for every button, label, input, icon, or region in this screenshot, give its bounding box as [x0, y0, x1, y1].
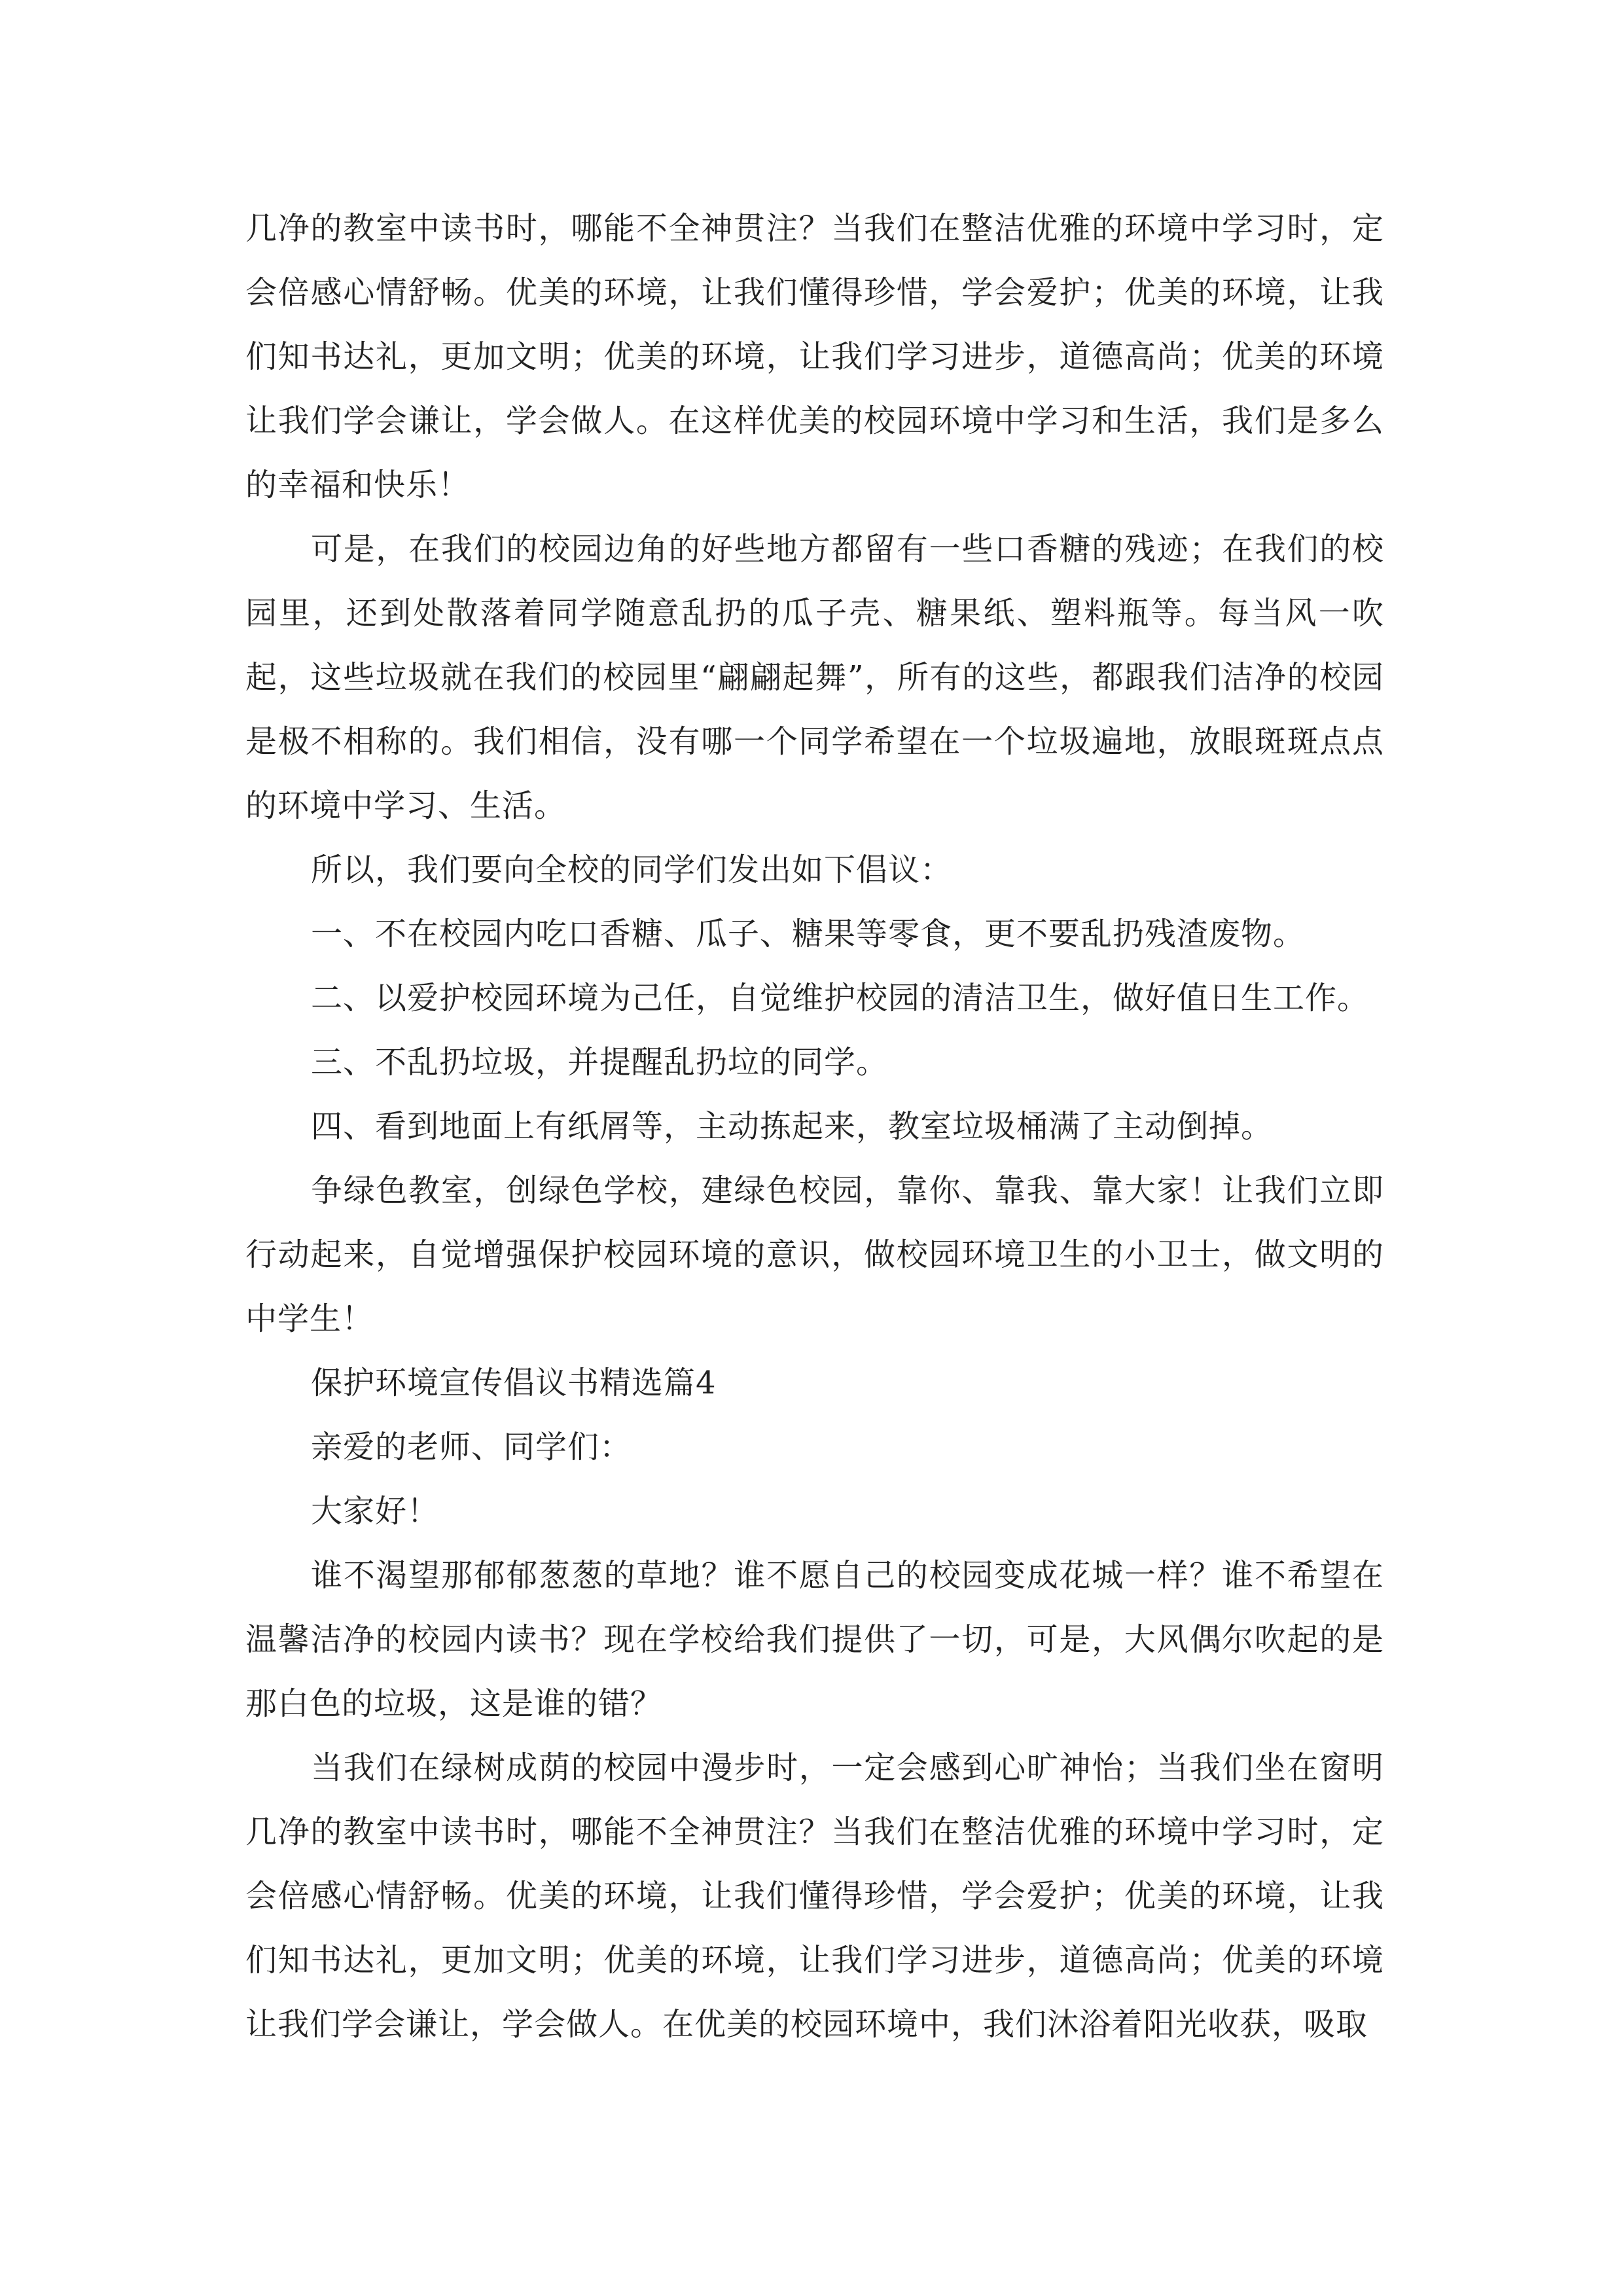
proposal-item-3: 三、不乱扔垃圾，并提醒乱扔垃的同学。 — [311, 1044, 889, 1081]
greeting: 大家好！ — [311, 1493, 440, 1530]
proposal-item-1: 一、不在校园内吃口香糖、瓜子、糖果等零食，更不要乱扔残渣废物。 — [311, 916, 1306, 952]
section-heading: 保护环境宣传倡议书精选篇4 — [311, 1365, 717, 1401]
document-body — [245, 196, 1384, 2056]
paragraph-call-to-action: 争绿色教室，创绿色学校，建绿色校园，靠你、靠我、靠大家！让我们立即行动起来，自觉增强保护校园环境的意识，做校园环境卫生的小卫士，做文明的中学生！ — [245, 1172, 1384, 1337]
proposal-item-4: 四、看到地面上有纸屑等，主动拣起来，教室垃圾桶满了主动倒掉。 — [311, 1108, 1274, 1145]
paragraph-environment: 当我们在绿树成荫的校园中漫步时，一定会感到心旷神怡；当我们坐在窗明几净的教室中读书时，哪能不全神贯注？当我们在整洁优雅的环境中学习时，定会倍感心情舒畅。优美的环境，让我们懂得珍惜，学会爱护；优美的环境，让我们知书达礼，更加文明；优美的环境，让我们学习进步，道德高尚；优美的环境让我们学会谦让，学会做人。在优美的校园环境中，我们沐浴着阳光收获，吸取 — [245, 1749, 1384, 2043]
proposal-item-2: 二、以爱护校园环境为己任，自觉维护校园的清洁卫生，做好值日生工作。 — [311, 980, 1370, 1016]
paragraph-litter-problem: 可是，在我们的校园边角的好些地方都留有一些口香糖的残迹；在我们的校园里，还到处散落着同学随意乱扔的瓜子壳、糖果纸、塑料瓶等。每当风一吹起，这些垃圾就在我们的校园里“翩翩起舞”，所有的这些，都跟我们洁净的校园是极不相称的。我们相信，没有哪一个同学希望在一个垃圾遍地，放眼斑斑点点的环境中学习、生活。 — [245, 531, 1384, 824]
paragraph-proposal-intro: 所以，我们要向全校的同学们发出如下倡议： — [311, 852, 953, 888]
paragraph-continued: 几净的教室中读书时，哪能不全神贯注？当我们在整洁优雅的环境中学习时，定会倍感心情舒畅。优美的环境，让我们懂得珍惜，学会爱护；优美的环境，让我们知书达礼，更加文明；优美的环境，让我们学习进步，道德高尚；优美的环境让我们学会谦让，学会做人。在这样优美的校园环境中学习和生活，我们是多么的幸福和快乐！ — [245, 210, 1384, 503]
salutation: 亲爱的老师、同学们： — [311, 1429, 632, 1465]
paragraph-questions: 谁不渴望那郁郁葱葱的草地？谁不愿自己的校园变成花城一样？谁不希望在温馨洁净的校园内读书？现在学校给我们提供了一切，可是，大风偶尔吹起的是那白色的垃圾，这是谁的错？ — [245, 1557, 1384, 1722]
